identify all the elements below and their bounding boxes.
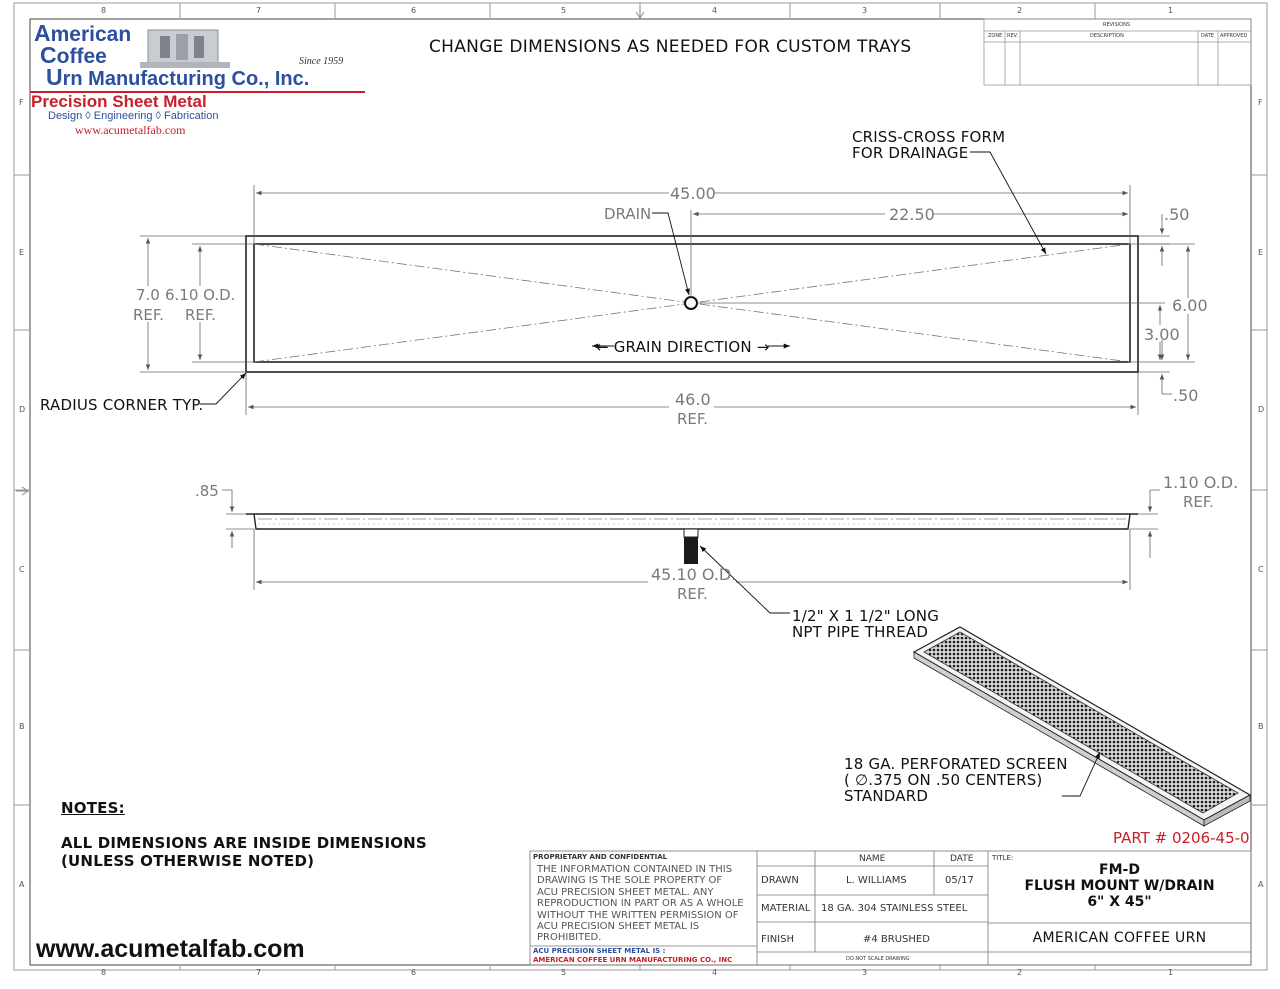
acu-ownership-line2: AMERICAN COFFEE URN MANUFACTURING CO., INC bbox=[533, 956, 733, 964]
dim-side-length-value: 45.10 O.D. bbox=[651, 565, 737, 584]
dim-overall-depth-ref: REF. bbox=[1183, 493, 1214, 511]
zone-label-top-7: 7 bbox=[256, 6, 262, 15]
revisions-col-description: DESCRIPTION bbox=[1090, 33, 1124, 39]
zone-label-top-6: 6 bbox=[411, 6, 417, 15]
zone-label-right-f: F bbox=[1258, 98, 1263, 107]
criss-cross-label-line2: FOR DRAINAGE bbox=[852, 144, 969, 162]
proprietary-line: DRAWING IS THE SOLE PROPERTY OF bbox=[537, 875, 723, 887]
finish-value: #4 BRUSHED bbox=[863, 934, 930, 945]
isometric-view bbox=[914, 627, 1250, 826]
notes-line1: ALL DIMENSIONS ARE INSIDE DIMENSIONS bbox=[61, 834, 427, 852]
dim-drain-offset: 22.50 bbox=[889, 205, 935, 224]
logo-initial-c: C bbox=[40, 42, 57, 68]
drawing-title-desc: FLUSH MOUNT W/DRAIN bbox=[1024, 878, 1215, 894]
npt-pipe-thread bbox=[684, 529, 698, 537]
zone-label-top-3: 3 bbox=[862, 6, 868, 15]
radius-corner-label: RADIUS CORNER TYP. bbox=[40, 396, 204, 414]
zone-label-top-8: 8 bbox=[101, 6, 107, 15]
proprietary-line: PROHIBITED. bbox=[537, 932, 602, 944]
zone-label-left-f: F bbox=[19, 98, 24, 107]
zone-label-bottom-6: 6 bbox=[411, 968, 417, 977]
zone-label-left-c: C bbox=[19, 565, 25, 574]
title-label: TITLE: bbox=[992, 854, 1014, 862]
title-block-col-date: DATE bbox=[950, 854, 974, 864]
dim-overall-depth-value: 1.10 O.D. bbox=[1163, 473, 1239, 492]
dim-overall-ref-value: 46.0 bbox=[675, 390, 711, 409]
logo-precision-sheet-metal: Precision Sheet Metal bbox=[31, 92, 207, 111]
grain-direction-label: ← GRAIN DIRECTION → bbox=[596, 338, 770, 356]
drawing-title-code: FM-D bbox=[1099, 862, 1140, 878]
zone-label-bottom-4: 4 bbox=[712, 968, 718, 977]
logo-word-american: merican bbox=[50, 23, 132, 46]
revision-block bbox=[984, 19, 1251, 85]
proprietary-line: WITHOUT THE WRITTEN PERMISSION OF bbox=[537, 909, 739, 921]
revisions-col-date: DATE bbox=[1201, 33, 1215, 39]
drawn-name: L. WILLIAMS bbox=[846, 875, 907, 886]
proprietary-line: THE INFORMATION CONTAINED IN THIS bbox=[537, 864, 733, 875]
screen-label-line1: 18 GA. PERFORATED SCREEN bbox=[844, 755, 1068, 773]
zone-label-right-a: A bbox=[1258, 880, 1264, 889]
logo-initial-a: A bbox=[34, 20, 51, 46]
dim-height-ref-suffix: REF. bbox=[133, 306, 164, 324]
dim-height-ref-value: 7.0 bbox=[136, 286, 160, 304]
material-value: 18 GA. 304 STAINLESS STEEL bbox=[821, 903, 968, 914]
pipe-thread-label-line1: 1/2" X 1 1/2" LONG bbox=[792, 607, 940, 625]
logo-initial-u: U bbox=[46, 64, 63, 90]
center-mark-left bbox=[16, 487, 28, 495]
dim-od-height-ref: REF. bbox=[185, 306, 216, 324]
dim-flange-top: .50 bbox=[1164, 205, 1190, 224]
proprietary-text bbox=[537, 864, 744, 944]
dim-overall-ref-suffix: REF. bbox=[677, 410, 708, 428]
zone-label-top-5: 5 bbox=[561, 6, 567, 15]
drawn-label: DRAWN bbox=[761, 875, 799, 886]
logo-tagline: Design ◊ Engineering ◊ Fabrication bbox=[48, 110, 219, 122]
revisions-col-zone: ZONE bbox=[988, 33, 1003, 39]
notes-heading: NOTES: bbox=[61, 799, 125, 817]
do-not-scale-note: DO NOT SCALE DRAWING bbox=[846, 956, 910, 962]
logo-urn-graphic bbox=[140, 30, 230, 68]
title-block-company: AMERICAN COFFEE URN bbox=[1032, 930, 1207, 946]
zone-label-right-d: D bbox=[1258, 405, 1265, 414]
zone-label-top-1: 1 bbox=[1168, 6, 1174, 15]
proprietary-line: REPRODUCTION IN PART OR AS A WHOLE bbox=[537, 898, 744, 910]
zone-label-top-4: 4 bbox=[712, 6, 718, 15]
criss-cross-label-line1: CRISS-CROSS FORM bbox=[852, 128, 1006, 146]
zone-label-bottom-8: 8 bbox=[101, 968, 107, 977]
zone-label-top-2: 2 bbox=[1017, 6, 1023, 15]
acu-ownership-line1: ACU PRECISION SHEET METAL IS : bbox=[533, 947, 666, 955]
zone-label-right-b: B bbox=[1258, 722, 1264, 731]
logo-since: Since 1959 bbox=[299, 56, 344, 67]
drawn-date: 05/17 bbox=[945, 875, 974, 886]
zone-label-bottom-1: 1 bbox=[1168, 968, 1174, 977]
proprietary-line: ACU PRECISION SHEET METAL. ANY bbox=[537, 886, 714, 898]
top-view bbox=[140, 152, 1195, 415]
title-block-col-name: NAME bbox=[859, 854, 886, 864]
zone-label-right-e: E bbox=[1258, 248, 1264, 257]
dim-side-length-ref: REF. bbox=[677, 585, 708, 603]
dim-od-height-value: 6.10 O.D. bbox=[165, 286, 236, 304]
material-label: MATERIAL bbox=[761, 903, 811, 914]
logo-company-name: rn Manufacturing Co., Inc. bbox=[62, 68, 310, 90]
dim-tray-depth: .85 bbox=[195, 482, 219, 500]
dim-center-height: 3.00 bbox=[1144, 325, 1180, 344]
dim-flange-bottom: .50 bbox=[1173, 386, 1199, 405]
zone-label-left-e: E bbox=[19, 248, 25, 257]
proprietary-heading: PROPRIETARY AND CONFIDENTIAL bbox=[533, 853, 668, 861]
zone-label-bottom-5: 5 bbox=[561, 968, 567, 977]
drawing-title-size: 6" X 45" bbox=[1087, 894, 1152, 910]
custom-tray-note: CHANGE DIMENSIONS AS NEEDED FOR CUSTOM TRAYS bbox=[429, 37, 912, 57]
screen-label-line3: STANDARD bbox=[844, 787, 929, 805]
npt-pipe-body bbox=[684, 537, 698, 564]
zone-label-right-c: C bbox=[1258, 565, 1264, 574]
revisions-title: REVISIONS bbox=[1103, 22, 1131, 28]
drawing-title bbox=[988, 862, 1251, 910]
finish-label: FINISH bbox=[761, 934, 794, 945]
logo-word-coffee: offee bbox=[56, 45, 107, 68]
revisions-col-approved: APPROVED bbox=[1220, 33, 1248, 39]
zone-label-left-a: A bbox=[19, 880, 25, 889]
notes-line2: (UNLESS OTHERWISE NOTED) bbox=[61, 852, 315, 870]
zone-label-bottom-7: 7 bbox=[256, 968, 262, 977]
zone-label-bottom-2: 2 bbox=[1017, 968, 1023, 977]
zone-label-left-d: D bbox=[19, 405, 26, 414]
pipe-thread-label-line2: NPT PIPE THREAD bbox=[792, 623, 929, 641]
side-view-body bbox=[254, 514, 1130, 529]
dim-overall-inside-length: 45.00 bbox=[670, 184, 716, 203]
zone-label-bottom-3: 3 bbox=[862, 968, 868, 977]
proprietary-line: ACU PRECISION SHEET METAL IS bbox=[537, 921, 700, 933]
footer-url[interactable]: www.acumetalfab.com bbox=[36, 935, 305, 963]
part-number: PART # 0206-45-0 bbox=[1113, 829, 1250, 847]
revisions-col-rev: REV. bbox=[1007, 33, 1018, 39]
dim-inside-height: 6.00 bbox=[1172, 296, 1208, 315]
zone-label-left-b: B bbox=[19, 722, 25, 731]
drain-label: DRAIN bbox=[604, 205, 652, 223]
logo-url[interactable]: www.acumetalfab.com bbox=[75, 123, 186, 137]
drain-hole bbox=[685, 297, 697, 309]
screen-label-line2: ( ∅.375 ON .50 CENTERS) bbox=[844, 771, 1043, 789]
